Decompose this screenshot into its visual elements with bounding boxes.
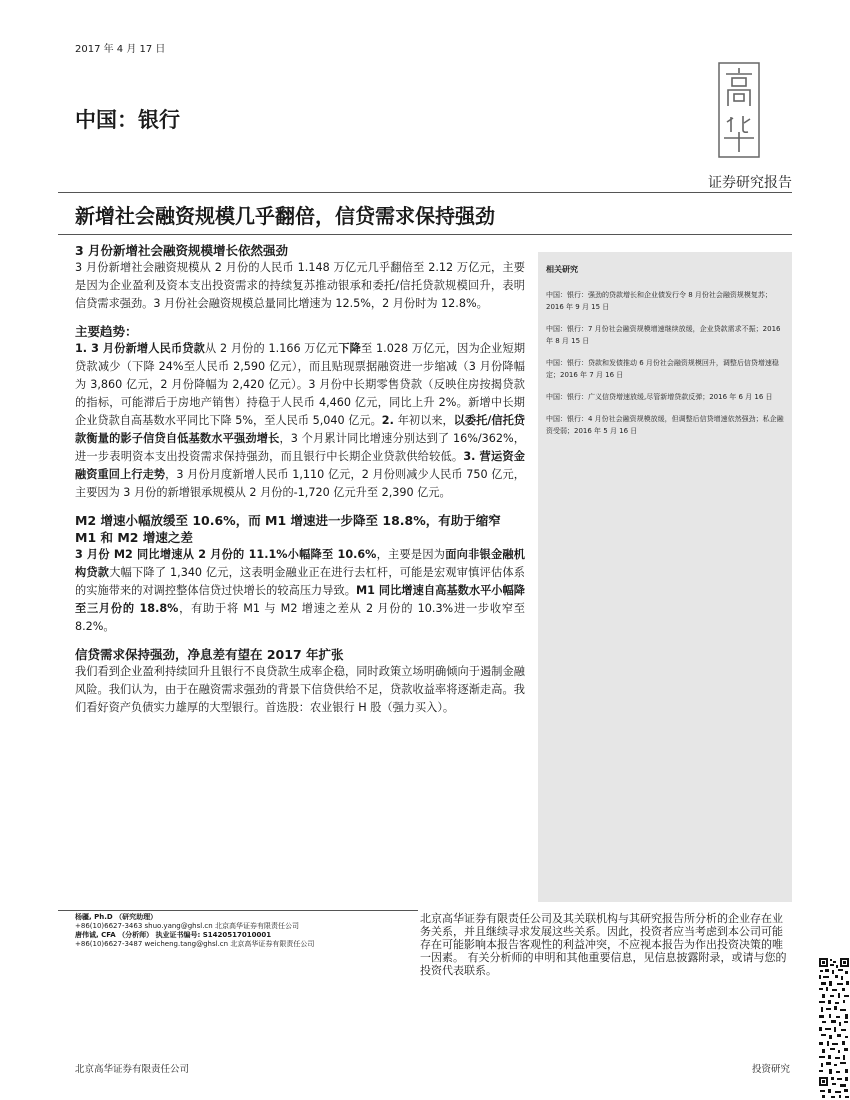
m1-text: ，有助于将 M1 与 M2 增速之差从 2 月份的 10.3%进一步收窄至 8.2%。 (75, 602, 525, 633)
author-block (75, 913, 415, 949)
section-text-m2-m1 (75, 546, 525, 636)
trend-1-text-b: 至 1.028 万亿元，因为企业短期贷款减少（下降 24%至人民币 2,590 亿元），而且贴现票据融资进一步缩减（3 月份降幅为 3,860 亿元，2 月份降幅为 2,420 亿元）。3 月份中长期零售贷款（反映住房按揭贷款的指标，可能滞后于房地产销售）持稳于人民币 4,460 亿元，同比上升 2%。新增中长期企业贷款自高基数水平同比下降 5%，至人民币 5,040 亿元。 (75, 342, 526, 427)
footer-label: 投资研究 (752, 1064, 791, 1075)
related-research-item[interactable]: 中国：银行：4 月份社会融资规模放缓，但调整后信贷增速依然强劲；私企融资受弱；2016 年 5 月 16 日 (546, 415, 784, 435)
author-1-contact[interactable]: +86(10)6627-3463 shuo.yang@ghsl.cn 北京高华证券有限责任公司 (75, 922, 299, 930)
author-2-name: 唐伟诚, CFA （分析师） 执业证书编号: S1420517010001 (75, 931, 272, 939)
report-body (75, 240, 525, 717)
section-text-credit-demand: 我们看到企业盈利持续回升且银行不良贷款生成率企稳，同时政策立场明确倾向于遏制金融风险。我们认为，由于在融资需求强劲的背景下信贷供给不足，贷款收益率将逐渐走高。我们看好资产负债实力雄厚的大型银行。首选股：农业银行 H 股（强力买入）。 (75, 665, 525, 714)
related-research-item[interactable]: 中国：银行：贷款和发债推动 6 月份社会融资规模回升，调整后信贷增速稳定；2016 年 7 月 16 日 (546, 359, 779, 379)
section-heading-social-financing: 3 月份新增社会融资规模增长依然强劲 (75, 243, 289, 258)
authors-divider (58, 910, 418, 911)
m2-lead: 3 月份 M2 同比增速从 2 月份的 11.1%小幅降至 10.6% (75, 548, 377, 561)
main-title: 新增社会融资规模几乎翻倍，信贷需求保持强劲 (75, 204, 495, 228)
header-divider (58, 192, 792, 193)
related-research-panel (538, 252, 792, 902)
trend-1-number: 1. (75, 342, 92, 355)
title-divider (58, 234, 792, 235)
report-type-label: 证券研究报告 (708, 175, 792, 191)
trend-2-text-b: ，3 个月累计同比增速分别达到了 16%/362%，进一步表明资本支出投资需求保持强劲，而且银行中长期企业贷款供给较低。 (75, 432, 525, 463)
section-heading-m2-m1: M2 增速小幅放缓至 10.6%，而 M1 增速进一步降至 18.8%，有助于缩窄 M1 和 M2 增速之差 (75, 513, 501, 545)
trend-1-lead: 3 月份新增人民币贷款 (91, 342, 205, 355)
author-1-name: 杨疆, Ph.D （研究助理） (75, 913, 158, 921)
disclaimer-text: 北京高华证券有限责任公司及其关联机构与其研究报告所分析的企业存在业务关系，并且继续寻求发展这些关系。因此，投资者应当考虑到本公司可能存在可能影响本报告客观性的利益冲突，不应视本报告为作出投资决策的唯一因素。 有关分析师的申明和其他重要信息，见信息披露附录，或请与您的投资代表联系。 (420, 912, 787, 977)
m2-text-b: 大幅下降了 1,340 亿元，这表明金融业正在进行去杠杆，可能是宏观审慎评估体系的实施带来的对调控整体信贷过快增长的较高压力导致。 (75, 566, 525, 597)
section-heading-trends: 主要趋势： (75, 324, 138, 339)
sector-title: 中国：银行 (75, 108, 180, 132)
related-research-item[interactable]: 中国：银行：7 月份社会融资规模增速继续放缓，企业贷款需求不振；2016 年 8 月 15 日 (546, 325, 781, 345)
m2-text-a: ，主要是因为 (376, 548, 446, 561)
trend-2-lead: 以委托/信托贷款衡量的影子信贷自低基数水平强劲增长 (75, 414, 525, 445)
m1-lead: M1 同比增速自高基数水平小幅降至三月份的 18.8% (75, 584, 525, 615)
qr-code (818, 956, 850, 1100)
related-research-item[interactable]: 中国：银行：强劲的贷款增长和企业债发行令 8 月份社会融资规模复苏；2016 年 9 月 15 日 (546, 291, 772, 311)
trend-2-text-a: 年初以来， (397, 414, 454, 427)
related-research-item[interactable]: 中国：银行：广义信贷增速放缓,尽管新增贷款反弹；2016 年 6 月 16 日 (546, 393, 773, 401)
trend-1-down: 下降 (338, 342, 361, 355)
gaohua-logo (718, 62, 760, 158)
related-research-title: 相关研究 (546, 265, 578, 274)
m2-nonbank-loans: 面向非银金融机构贷款 (75, 548, 525, 579)
trends-paragraph (75, 340, 525, 502)
section-heading-credit-demand: 信贷需求保持强劲，净息差有望在 2017 年扩张 (75, 647, 344, 662)
trend-1-text-a: 从 2 月份的 1.166 万亿元 (204, 342, 339, 355)
trend-2-number: 2. (381, 414, 398, 427)
trend-3-lead: 3. 营运资金融资重回上行走势 (75, 450, 525, 481)
section-text-social-financing: 3 月份新增社会融资规模从 2 月份的人民币 1.148 万亿元几乎翻倍至 2.12 万亿元，主要是因为企业盈利及资本支出投资需求的持续复苏推动银承和委托/信托贷款规模回升，表明信贷需求强劲。3 月份社会融资规模总量同比增速为 12.5%，2 月份时为 12.8%。 (75, 261, 525, 310)
footer-company: 北京高华证券有限责任公司 (75, 1064, 190, 1075)
trend-3-text: ，3 月份月度新增人民币 1,110 亿元，2 月份则减少人民币 750 亿元，主要因为 3 月份的新增银承规模从 2 月份的-1,720 亿元升至 2,390 亿元。 (75, 468, 525, 499)
author-2-contact[interactable]: +86(10)6627-3487 weicheng.tang@ghsl.cn 北京高华证券有限责任公司 (75, 940, 315, 948)
report-date: 2017 年 4 月 17 日 (75, 44, 166, 55)
